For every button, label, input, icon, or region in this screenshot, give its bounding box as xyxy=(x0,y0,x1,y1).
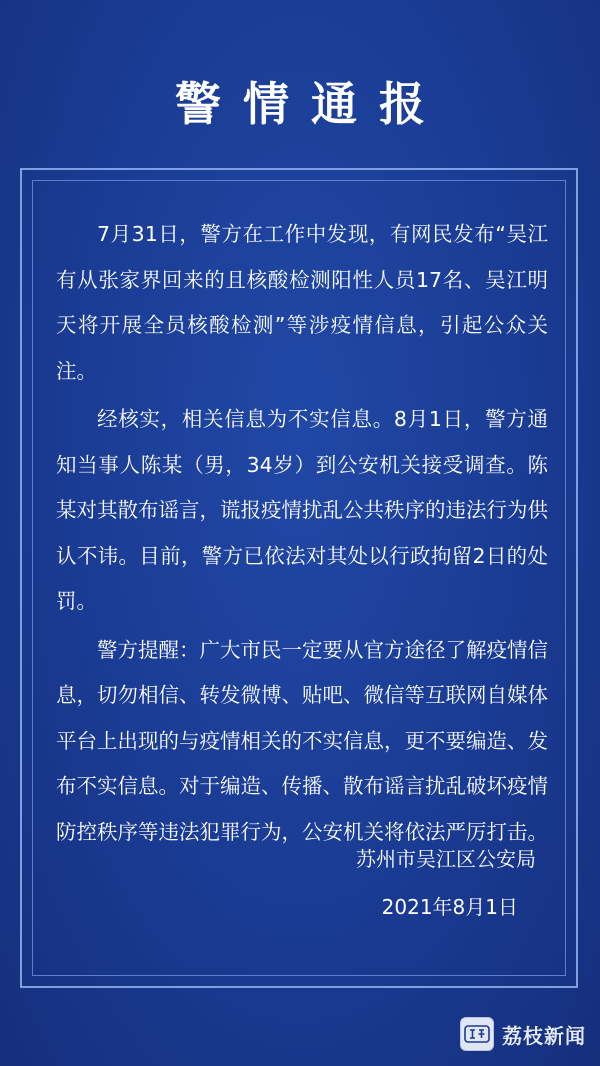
watermark-text: 荔枝新闻 xyxy=(502,1023,586,1048)
issuing-organization: 苏州市吴江区公安局 xyxy=(356,847,536,871)
page-title: 警情通报 xyxy=(175,77,447,131)
news-watermark xyxy=(460,1016,586,1052)
paragraph-reminder: 警方提醒：广大市民一定要从官方途径了解疫情信息，切勿相信、转发微博、贴吧、微信等互联网自媒体平台上出现的与疫情相关的不实信息，更不要编造、发布不实信息。对于编造、传播、散布谣言扰乱破坏疫情防控秩序等违法犯罪行为，公安机关将依法严厉打击。 xyxy=(56,637,548,844)
paragraph-discovery: 7月31日，警方在工作中发现，有网民发布“吴江有从张家界回来的且核酸检测阳性人员17名、吴江明天将开展全员核酸检测”等涉疫情信息，引起公众关注。 xyxy=(56,222,548,383)
paragraph-investigation: 经核实，相关信息为不实信息。8月1日，警方通知当事人陈某（男，34岁）到公安机关接受调查。陈某对其散布谣言，谎报疫情扰乱公共秩序的违法行为供认不讳。目前，警方已依法对其处以行政拘留2日的处罚。 xyxy=(56,407,548,613)
lizhi-logo-icon xyxy=(460,1017,494,1051)
lizhi-logo-mark xyxy=(464,1024,490,1044)
notice-body xyxy=(56,212,548,855)
issue-date: 2021年8月1日 xyxy=(381,895,518,919)
